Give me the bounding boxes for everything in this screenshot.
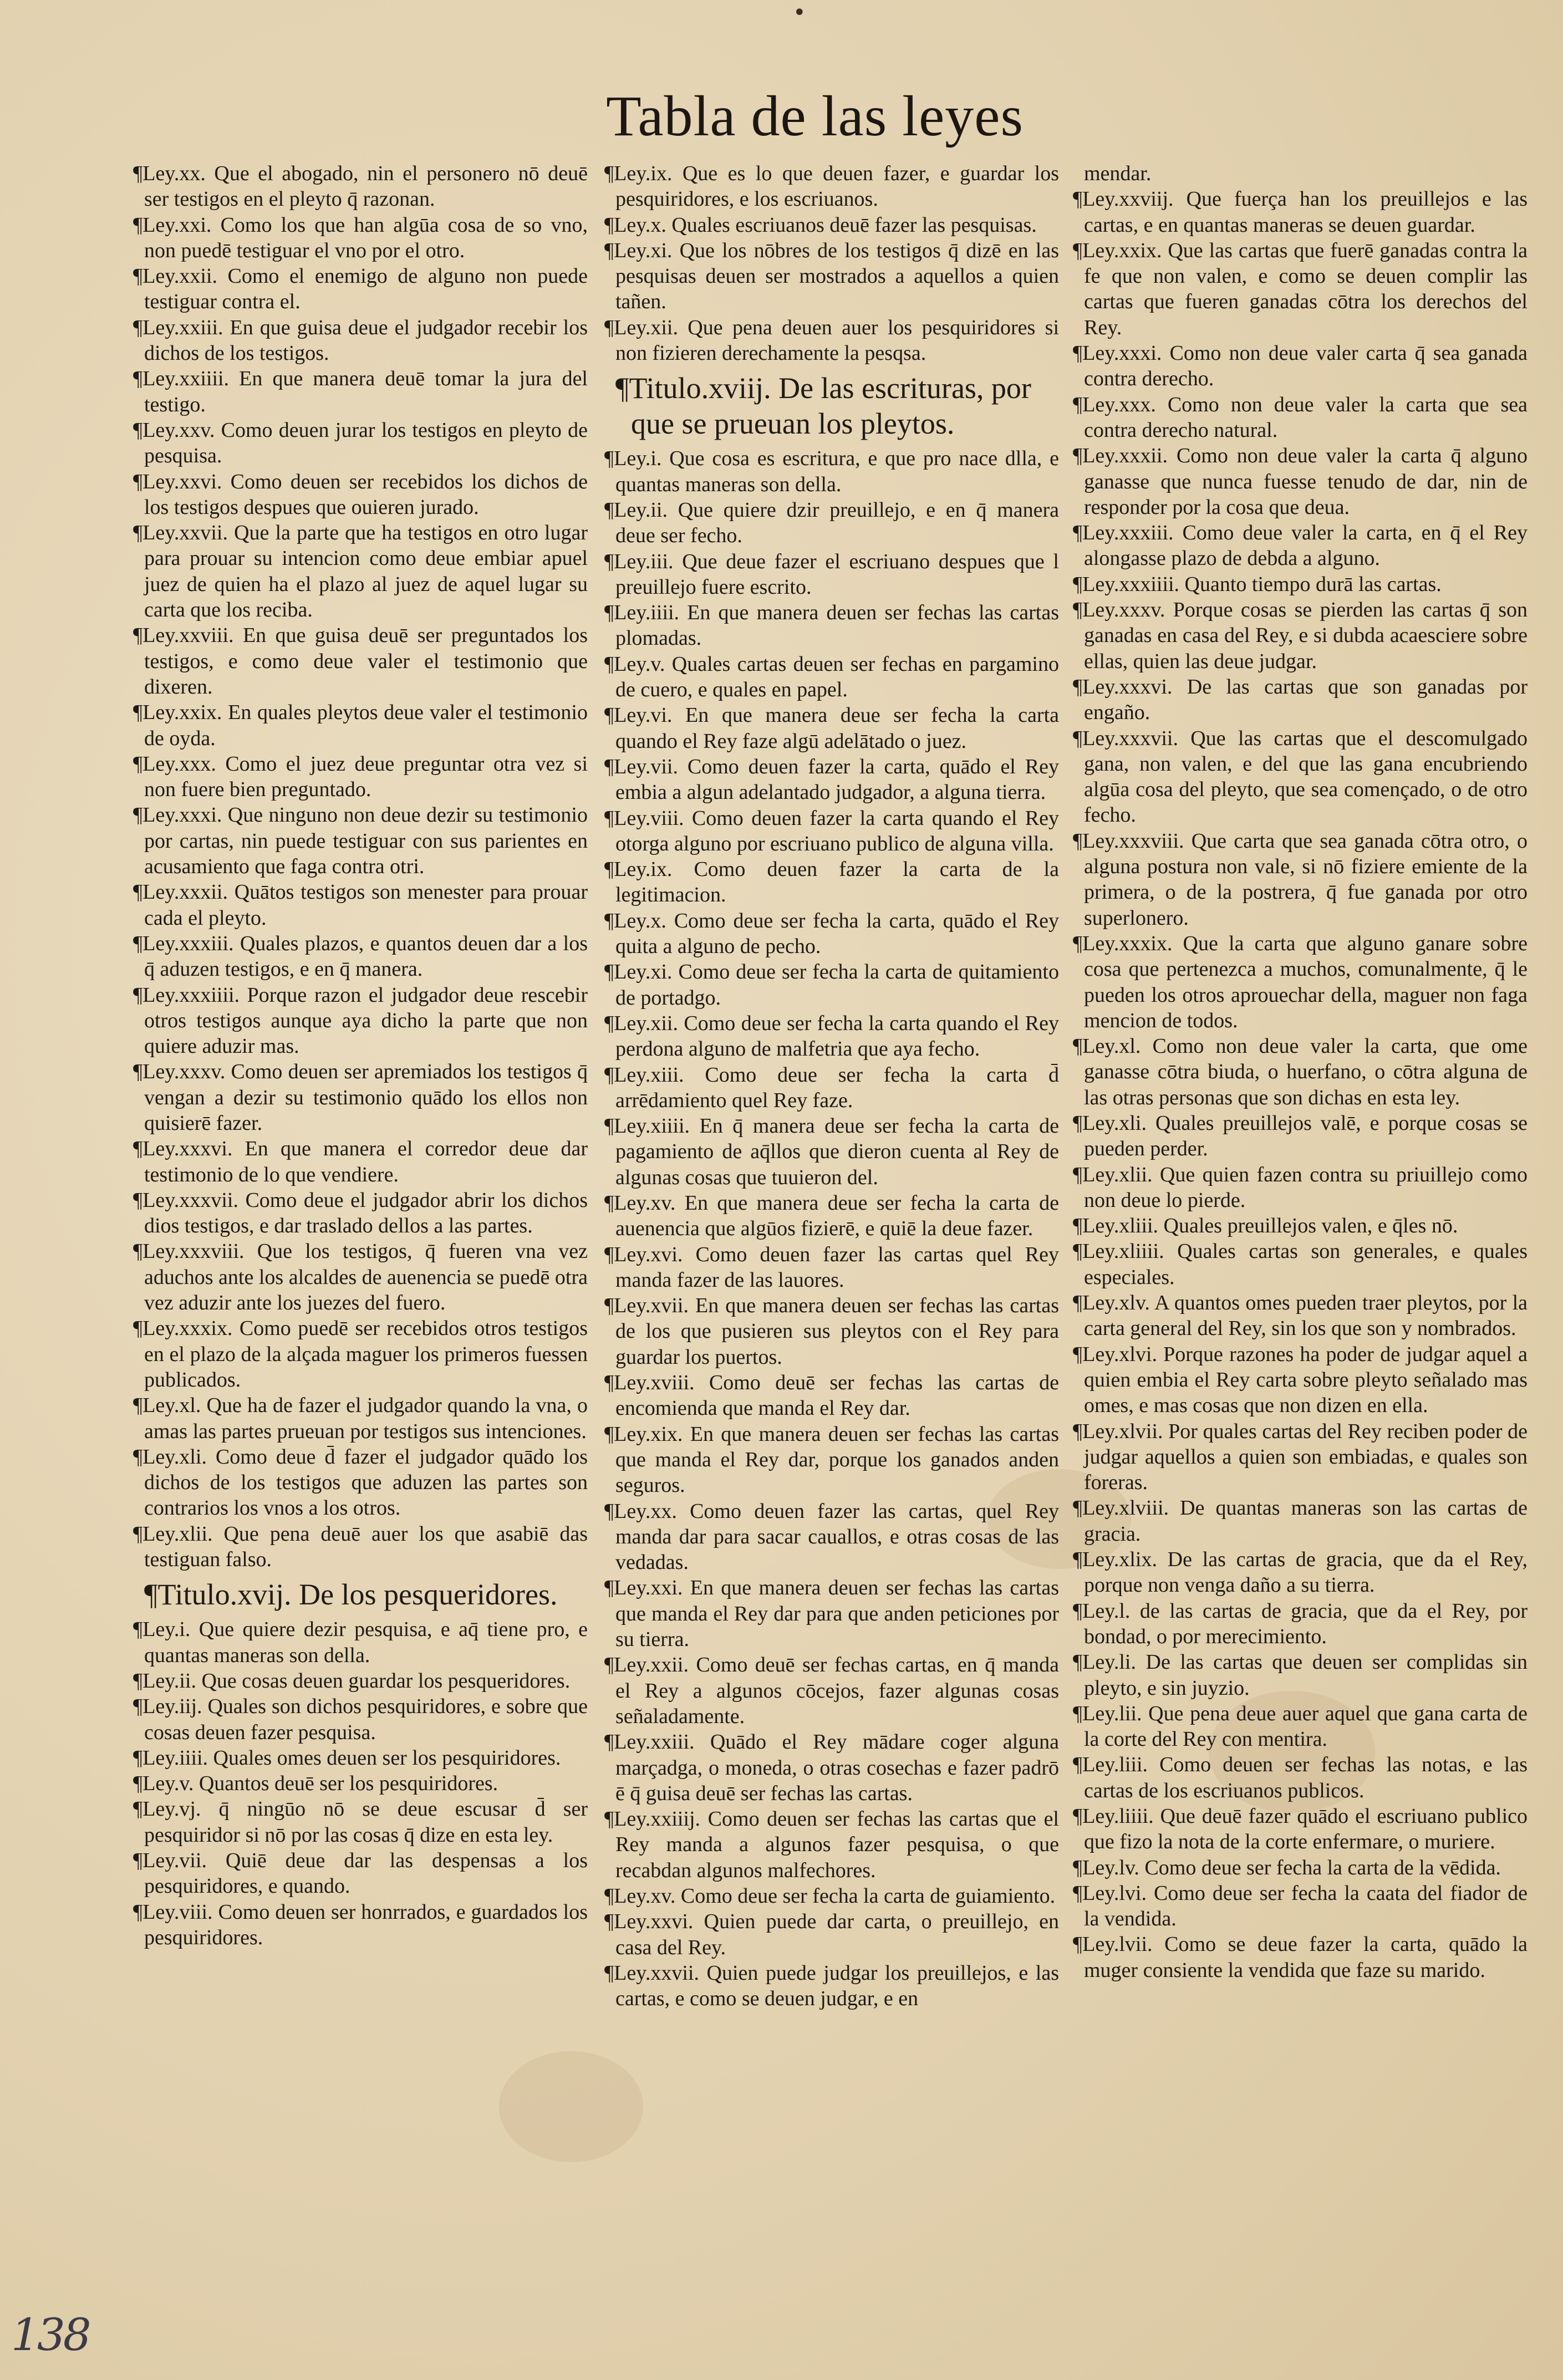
law-entry: ¶Ley.xliii. Quales preuillejos valen, e q̄les nō. [1073, 1214, 1458, 1238]
section-heading: ¶Titulo.xvij. De los pesqueridores. [144, 1578, 558, 1612]
law-entry: ¶Ley.xlii. Que pena deuē auer los que asabiē das testiguan falso. [133, 1522, 588, 1572]
law-entry: ¶Ley.l. de las cartas de gracia, que da el Rey, por bondad, o por merecimiento. [1073, 1599, 1528, 1648]
law-entry: ¶Ley.xxxiii. Como deue valer la carta, en q̄ el Rey alongasse plazo de debda a alguno. [1073, 521, 1528, 570]
law-entry: ¶Ley.xxxii. Como non deue valer la carta q̄ alguno ganasse que nunca fuesse tenudo de dar, nin de responder por la cosa que deua. [1073, 444, 1528, 519]
law-entry: ¶Ley.xxii. Como deuē ser fechas cartas, en q̄ manda el Rey a algunos cōcejos, fazer algunas cosas señaladamente. [604, 1653, 1059, 1728]
law-entry: ¶Ley.iiii. Quales omes deuen ser los pesquiridores. [133, 1746, 561, 1770]
law-entry: ¶Ley.xxvii. Que la parte que ha testigos en otro lugar para prouar su intencion como deue embiar apuel juez de quien ha el plazo al juez de aquel lugar su carta que los reciba. [133, 521, 588, 622]
law-entry: ¶Ley.xxxviii. Que carta que sea ganada cōtra otro, o alguna postura non vale, si nō fiziere emiente de la primera, o de la postrera, q̄ fue ganada por otro superlonero. [1073, 829, 1528, 930]
law-entry: ¶Ley.xlvii. Por quales cartas del Rey reciben poder de judgar aquellos a quien son embiadas, e quales son foreras. [1073, 1419, 1528, 1495]
law-entry: ¶Ley.li. De las cartas que deuen ser complidas sin pleyto, e sin juyzio. [1073, 1650, 1528, 1700]
law-entry: ¶Ley.xliiii. Quales cartas son generales, e quales especiales. [1073, 1240, 1528, 1289]
law-entry: ¶Ley.xiiii. En q̄ manera deue ser fecha la carta de pagamiento de aq̄llos que dieron cuenta al Rey de algunas cosas que tuuieron del. [604, 1114, 1059, 1189]
law-entry: ¶Ley.ix. Como deuen fazer la carta de la legitimacion. [604, 858, 1059, 907]
law-entry: ¶Ley.vii. Quiē deue dar las despensas a los pesquiridores, e quando. [133, 1849, 588, 1898]
law-entry: ¶Ley.xi. Que los nōbres de los testigos q̄ dizē en las pesquisas deuen ser mostrados a aquellos a quien tañen. [604, 238, 1059, 314]
law-entry: ¶Ley.x. Como deue ser fecha la carta, quādo el Rey quita a alguno de pecho. [604, 909, 1059, 959]
law-entry: ¶Ley.xli. Quales preuillejos valē, e porque cosas se pueden perder. [1073, 1111, 1528, 1161]
law-entry: ¶Ley.xxiiij. Como deuen ser fechas las cartas que el Rey manda a algunos fazer pesquisa, o que recabdan algunos malfechores. [604, 1807, 1059, 1882]
law-entry: ¶Ley.xxxiiii. Porque razon el judgador deue rescebir otros testigos aunque aya dicho la parte que non quiere aduzir mas. [133, 983, 588, 1058]
law-entry: ¶Ley.xlv. A quantos omes pueden traer pleytos, por la carta general del Rey, sin los que son y nombrados. [1073, 1291, 1528, 1341]
law-entry: ¶Ley.xxxvi. En que manera el corredor deue dar testimonio de lo que vendiere. [133, 1137, 588, 1186]
law-entry: ¶Ley.xxxix. Que la carta que alguno ganare sobre cosa que pertenezca a muchos, comunalmente, q̄ le pueden los otros aprouechar della, maguer non faga mencion de todos. [1073, 931, 1528, 1032]
column-1 [133, 161, 588, 1950]
law-entry: ¶Ley.xxxi. Que ninguno non deue dezir su testimonio por cartas, nin puede testiguar con sus parientes en acusamiento que faga contra otri. [133, 803, 588, 879]
law-entry: ¶Ley.iiii. En que manera deuen ser fechas las cartas plomadas. [604, 601, 1059, 650]
law-entry: ¶Ley.xvii. En que manera deuen ser fechas las cartas de los que pusieren sus pleytos con el Rey para guardar los puertos. [604, 1294, 1059, 1369]
law-entry: ¶Ley.xxx. Como non deue valer la carta que sea contra derecho natural. [1073, 393, 1528, 442]
law-entry: ¶Ley.xxix. Que las cartas que fuerē ganadas contra la fe que non valen, e como se deuen complir las cartas que fueren ganadas cōtra los derechos del Rey. [1073, 238, 1528, 339]
law-entry: ¶Ley.xii. Que pena deuen auer los pesquiridores si non fizieren derechamente la pesqsa. [604, 315, 1059, 365]
page-number: 138 [11, 2309, 89, 2361]
law-entry: ¶Ley.xxvi. Quien puede dar carta, o preuillejo, en casa del Rey. [604, 1910, 1059, 1959]
law-entry: ¶Ley.viii. Como deuen ser honrrados, e guardados los pesquiridores. [133, 1900, 588, 1949]
law-entry: ¶Ley.xxxvii. Como deue el judgador abrir los dichos dios testigos, e dar traslado dellos a las partes. [133, 1188, 588, 1238]
law-entry: ¶Ley.xii. Como deue ser fecha la carta quando el Rey perdona alguno de malfetria que aya fecho. [604, 1011, 1059, 1061]
law-entry: ¶Ley.xx. Como deuen fazer las cartas, quel Rey manda dar para sacar cauallos, e otras cosas de las vedadas. [604, 1499, 1059, 1574]
law-entry-continuation: mendar. [1084, 162, 1152, 185]
law-entry: ¶Ley.v. Quantos deuē ser los pesquiridores. [133, 1772, 498, 1796]
law-entry: ¶Ley.xx. Que el abogado, nin el personero nō deuē ser testigos en el pleyto q̄ razonan. [133, 162, 588, 211]
column-2 [604, 161, 1059, 2011]
law-entry: ¶Ley.xxviii. En que guisa deuē ser preguntados los testigos, e como deue valer el testimonio que dixeren. [133, 624, 588, 699]
law-entry: ¶Ley.xxxv. Porque cosas se pierden las cartas q̄ son ganadas en casa del Rey, e si dubda acaesciere sobre ellas, quien las deue judgar. [1073, 598, 1528, 673]
law-entry: ¶Ley.i. Que quiere dezir pesquisa, e aq̄ tiene pro, e quantas maneras son della. [133, 1618, 588, 1667]
law-entry: ¶Ley.ii. Que cosas deuen guardar los pesqueridores. [133, 1669, 571, 1693]
law-entry: ¶Ley.liii. Como deuen ser fechas las notas, e las cartas de los escriuanos publicos. [1073, 1753, 1528, 1802]
law-entry: ¶Ley.xxi. En que manera deuen ser fechas las cartas que manda el Rey dar para que anden peticiones por su tierra. [604, 1576, 1059, 1652]
law-entry: ¶Ley.xxv. Como deuen jurar los testigos en pleyto de pesquisa. [133, 418, 588, 468]
law-entry: ¶Ley.lii. Que pena deue auer aquel que gana carta de la corte del Rey con mentira. [1073, 1701, 1528, 1751]
law-entry: ¶Ley.ii. Que quiere dzir preuillejo, e en q̄ manera deue ser fecho. [604, 498, 1059, 548]
law-entry: ¶Ley.xli. Como deue d̄ fazer el judgador quādo los dichos de los testigos que aduzen las partes son contrarios los vnos a los otros. [133, 1445, 588, 1520]
law-entry: ¶Ley.xxxv. Como deuen ser apremiados los testigos q̄ vengan a dezir su testimonio quādo los ellos non quisierē fazer. [133, 1060, 588, 1135]
page-title: Tabla de las leyes [606, 84, 1024, 148]
law-entry: ¶Ley.xv. En que manera deue ser fecha la carta de auenencia que algūos fizierē, e quiē la deue fazer. [604, 1191, 1059, 1241]
law-entry: ¶Ley.xix. En que manera deuen ser fechas las cartas que manda el Rey dar, porque los ganados anden seguros. [604, 1422, 1059, 1497]
law-entry: ¶Ley.lvii. Como se deue fazer la carta, quādo la muger consiente la vendida que faze su marido. [1073, 1933, 1528, 1982]
law-entry: ¶Ley.ix. Que es lo que deuen fazer, e guardar los pesquiridores, e los escriuanos. [604, 162, 1059, 211]
law-entry: ¶Ley.xxxii. Quātos testigos son menester para prouar cada el pleyto. [133, 880, 588, 930]
section-heading: ¶Titulo.xviij. De las escrituras, por que se prueuan los pleytos. [615, 371, 1031, 441]
law-entry: ¶Ley.xxxiii. Quales plazos, e quantos deuen dar a los q̄ aduzen testigos, e en q̄ manera. [133, 931, 588, 981]
law-entry: ¶Ley.xl. Que ha de fazer el judgador quando la vna, o amas las partes prueuan por testigos sus intenciones. [133, 1394, 588, 1443]
law-entry: ¶Ley.vi. En que manera deue ser fecha la carta quando el Rey faze algū adelātado o juez. [604, 704, 1059, 753]
law-entry: ¶Ley.xxvii. Quien puede judgar los preuillejos, e las cartas, e como se deuen judgar, e en [604, 1961, 1059, 2011]
law-entry: ¶Ley.x. Quales escriuanos deuē fazer las pesquisas. [604, 213, 1037, 237]
law-entry: ¶Ley.xi. Como deue ser fecha la carta de quitamiento de portadgo. [604, 960, 1059, 1010]
law-entry: ¶Ley.xxxix. Como puedē ser recebidos otros testigos en el plazo de la alçada maguer los primeros fuessen publicados. [133, 1317, 588, 1392]
law-entry: ¶Ley.xviii. Como deuē ser fechas las cartas de encomienda que manda el Rey dar. [604, 1371, 1059, 1420]
law-entry: ¶Ley.xiii. Como deue ser fecha la carta d̄ arrēdamiento quel Rey faze. [604, 1063, 1059, 1112]
column-3 [1073, 161, 1528, 1983]
law-entry: ¶Ley.xxxvi. De las cartas que son ganadas por engaño. [1073, 675, 1528, 725]
law-entry: ¶Ley.v. Quales cartas deuen ser fechas en pargamino de cuero, e quales en papel. [604, 652, 1059, 702]
law-entry: ¶Ley.iii. Que deue fazer el escriuano despues que l preuillejo fuere escrito. [604, 549, 1059, 599]
law-entry: ¶Ley.xxii. Como el enemigo de alguno non puede testiguar contra el. [133, 264, 588, 314]
law-entry: ¶Ley.xvi. Como deuen fazer las cartas quel Rey manda fazer de las lauores. [604, 1242, 1059, 1292]
law-entry: ¶Ley.iij. Quales son dichos pesquiridores, e sobre que cosas deuen fazer pesquisa. [133, 1695, 588, 1744]
law-entry: ¶Ley.xxiiii. En que manera deuē tomar la jura del testigo. [133, 367, 588, 416]
law-entry: ¶Ley.xxx. Como el juez deue preguntar otra vez si non fuere bien preguntado. [133, 752, 588, 802]
law-entry: ¶Ley.xxix. En quales pleytos deue valer el testimonio de oyda. [133, 701, 588, 750]
law-entry: ¶Ley.vii. Como deuen fazer la carta, quādo el Rey embia a algun adelantado judgador, a alguna tierra. [604, 755, 1059, 804]
law-entry: ¶Ley.lvi. Como deue ser fecha la caata del fiador de la vendida. [1073, 1881, 1528, 1931]
law-entry: ¶Ley.xxxviii. Que los testigos, q̄ fueren vna vez aduchos ante los alcaldes de auenencia se puedē otra vez aduzir ante los juezes del fuero. [133, 1240, 588, 1315]
law-entry: ¶Ley.xxi. Como los que han algūa cosa de so vno, non puedē testiguar el vno por el otro. [133, 213, 588, 262]
law-entry: ¶Ley.liiii. Que deuē fazer quādo el escriuano publico que fizo la nota de la corte enfermare, o muriere. [1073, 1805, 1528, 1854]
law-entry: ¶Ley.xl. Como non deue valer la carta, que ome ganasse cōtra biuda, o huerfano, o cōtra alguna de las otras personas que son dichas en esta ley. [1073, 1034, 1528, 1109]
law-entry: ¶Ley.xlix. De las cartas de gracia, que da el Rey, porque non venga daño a su tierra. [1073, 1548, 1528, 1597]
law-entry: ¶Ley.xlvi. Porque razones ha poder de judgar aquel a quien embia el Rey carta sobre pleyto señalado mas omes, e mas cosas que non dizen en ella. [1073, 1342, 1528, 1418]
law-entry: ¶Ley.i. Que cosa es escritura, e que pro nace dlla, e quantas maneras son della. [604, 447, 1059, 496]
law-entry: ¶Ley.xv. Como deue ser fecha la carta de guiamiento. [604, 1884, 1056, 1908]
law-entry: ¶Ley.xxxi. Como non deue valer carta q̄ sea ganada contra derecho. [1073, 342, 1528, 391]
top-mark: • [793, 0, 806, 26]
law-entry: ¶Ley.xxiii. En que guisa deue el judgador recebir los dichos de los testigos. [133, 315, 588, 365]
law-entry: ¶Ley.xlviii. De quantas maneras son las cartas de gracia. [1073, 1496, 1528, 1546]
law-entry: ¶Ley.xlii. Que quien fazen contra su priuillejo como non deue lo pierde. [1073, 1163, 1528, 1212]
law-entry: ¶Ley.xxxvii. Que las cartas que el descomulgado gana, non valen, e del que las gana encubriendo algūa cosa del pleyto, que sea començado, o de otro fecho. [1073, 726, 1528, 827]
law-entry: ¶Ley.lv. Como deue ser fecha la carta de la vēdida. [1073, 1856, 1501, 1879]
law-entry: ¶Ley.xxiii. Quādo el Rey mādare coger alguna marçadga, o moneda, o otras cosechas e fazer padrō ē q̄ guisa deuē ser fechas las cartas. [604, 1730, 1059, 1805]
law-entry: ¶Ley.vj. q̄ ningūo nō se deue escusar d̄ ser pesquiridor si nō por las cosas q̄ dize en esta ley. [133, 1797, 588, 1847]
law-entry: ¶Ley.xxviij. Que fuerça han los preuillejos e las cartas, e en quantas maneras se deuen guardar. [1073, 187, 1528, 237]
law-entry: ¶Ley.viii. Como deuen fazer la carta quando el Rey otorga alguno por escriuano publico de alguna villa. [604, 806, 1059, 855]
law-entry: ¶Ley.xxvi. Como deuen ser recebidos los dichos de los testigos despues que ouieren jurado. [133, 470, 588, 519]
law-entry: ¶Ley.xxxiiii. Quanto tiempo durā las cartas. [1073, 572, 1442, 596]
